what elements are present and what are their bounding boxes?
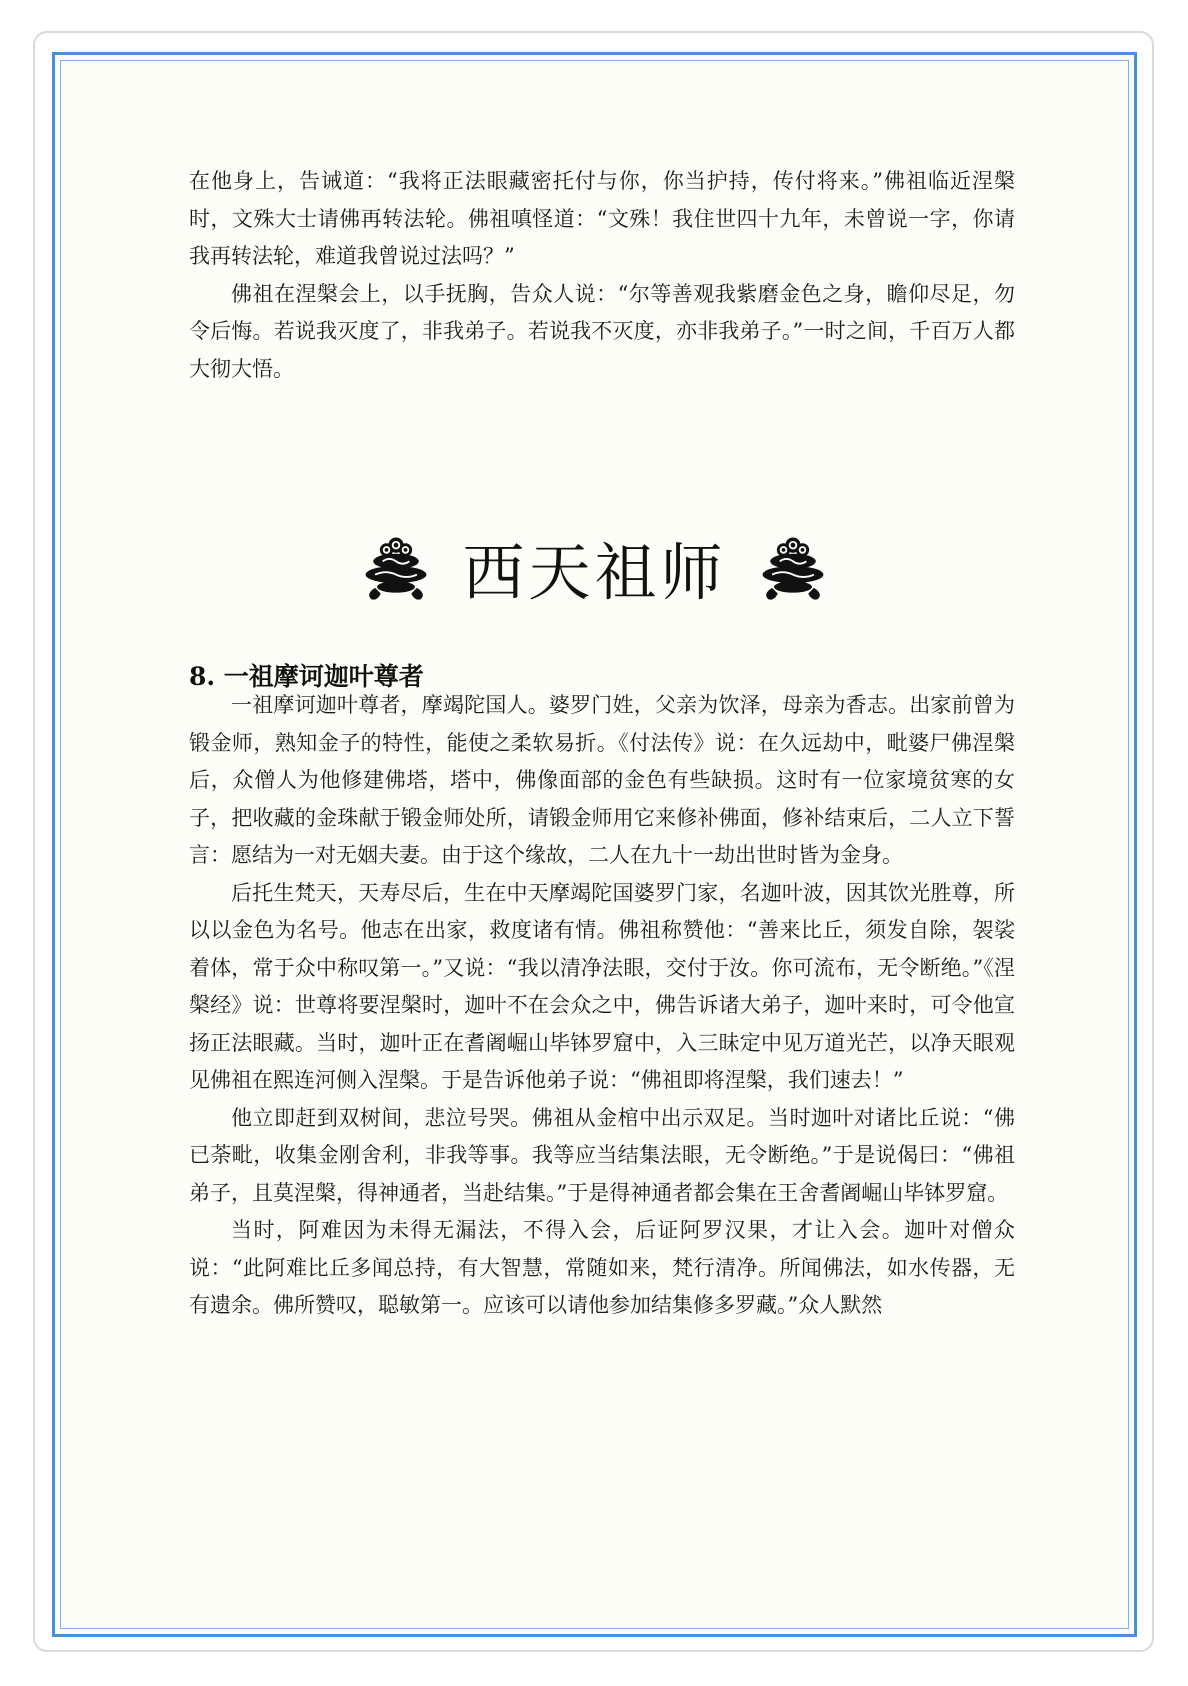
paragraph: 在他身上，告诫道：“我将正法眼藏密托付与你，你当护持，传付将来。”佛祖临近涅槃时，文殊大士请佛再转法轮。佛祖嗔怪道：“文殊！我住世四十九年，未曾说一字，你请我再转法轮，难道我曾说过法吗？”	[189, 169, 1015, 268]
section-text-block	[189, 687, 1015, 1325]
book-page	[52, 52, 1137, 1637]
top-text-block	[189, 163, 1015, 388]
chapter-title: 西天祖师	[462, 535, 727, 609]
paragraph: 后托生梵天，天寿尽后，生在中天摩竭陀国婆罗门家，名迦叶波，因其饮光胜尊，所以以金色为名号。他志在出家，救度诸有情。佛祖称赞他：“善来比丘，须发自除，袈裟着体，常于众中称叹第一。”又说：“我以清净法眼，交付于汝。你可流布，无令断绝。”《涅槃经》说：世尊将要涅槃时，迦叶不在会众之中，佛告诉诸大弟子，迦叶来时，可令他宣扬正法眼藏。当时，迦叶正在耆阇崛山毕钵罗窟中，入三昧定中见万道光芒，以净天眼观见佛祖在熙连河侧入涅槃。于是告诉他弟子说：“佛祖即将涅槃，我们速去！”	[189, 880, 1015, 1092]
paragraph: 佛祖在涅槃会上，以手抚胸，告众人说：“尔等善观我紫磨金色之身，瞻仰尽足，勿令后悔。若说我灭度了，非我弟子。若说我不灭度，亦非我弟子。”一时之间，千百万人都大彻大悟。	[189, 281, 1015, 381]
paragraph: 当时，阿难因为未得无漏法，不得入会，后证阿罗汉果，才让入会。迦叶对僧众说：“此阿难比丘多闻总持，有大智慧，常随如来，梵行清净。所闻佛法，如水传器，无有遗余。佛所赞叹，聪敏第一。应该可以请他参加结集修多罗藏。”众人默然	[189, 1218, 1015, 1317]
paragraph: 他立即赶到双树间，悲泣号哭。佛祖从金棺中出示双足。当时迦叶对诸比丘说：“佛已荼毗，收集金刚舍利，非我等事。我等应当结集法眼，无令断绝。”于是说偈曰：“佛祖弟子，且莫涅槃，得神通者，当赴结集。”于是得神通者都会集在王舍耆阇崛山毕钵罗窟。	[189, 1105, 1015, 1205]
section-heading: 8. 一祖摩诃迦叶尊者	[189, 662, 424, 691]
auspicious-cloud-icon	[755, 529, 831, 605]
paragraph: 一祖摩诃迦叶尊者，摩竭陀国人。婆罗门姓，父亲为饮泽，母亲为香志。出家前曾为锻金师，熟知金子的特性，能使之柔软易折。《付法传》说：在久远劫中，毗婆尸佛涅槃后，众僧人为他修建佛塔，塔中，佛像面部的金色有些缺损。这时有一位家境贫寒的女子，把收藏的金珠献于锻金师处所，请锻金师用它来修补佛面，修补结束后，二人立下誓言：愿结为一对无姻夫妻。由于这个缘故，二人在九十一劫出世时皆为金身。	[189, 693, 1015, 867]
auspicious-cloud-icon	[358, 529, 434, 605]
chapter-heading	[55, 507, 1134, 627]
